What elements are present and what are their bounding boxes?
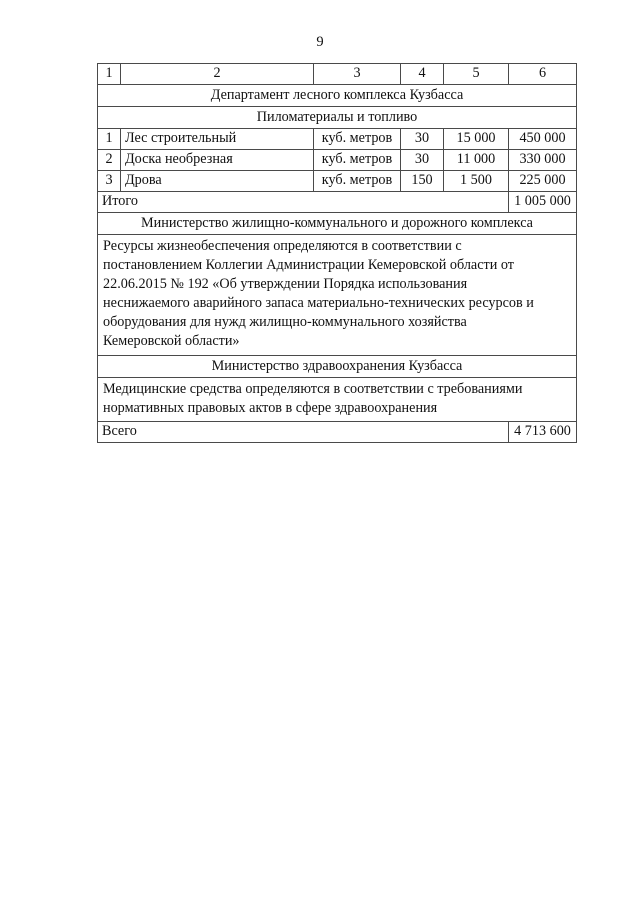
paragraph-line: нормативных правовых актов в сфере здравоохранения bbox=[103, 399, 438, 416]
paragraph-health bbox=[98, 378, 576, 421]
table-row-grand-total bbox=[98, 421, 577, 442]
grand-total-value-cell bbox=[509, 421, 577, 442]
paragraph-cell-housing bbox=[98, 235, 577, 356]
subtotal-value: 1 005 000 bbox=[514, 193, 571, 209]
paragraph-line: постановлением Коллегии Администрации Кемеровской области от bbox=[103, 257, 514, 274]
column-header-1: 1 bbox=[105, 65, 113, 81]
table-row-section-heading bbox=[98, 85, 577, 107]
cell-unit bbox=[314, 129, 401, 150]
cell-total-cost bbox=[509, 150, 577, 171]
item-unit-price: 15 000 bbox=[456, 130, 496, 146]
column-header-5: 5 bbox=[472, 65, 480, 81]
cell-row-number bbox=[98, 129, 121, 150]
item-total-cost: 330 000 bbox=[519, 151, 566, 167]
column-header-cell-5 bbox=[444, 64, 509, 85]
table-row-subtotal bbox=[98, 192, 577, 213]
table-row-section-heading bbox=[98, 355, 577, 377]
cell-unit-price bbox=[444, 129, 509, 150]
table-row-column-numbers bbox=[98, 64, 577, 85]
item-unit-price: 1 500 bbox=[460, 172, 492, 188]
section-heading-cell-health bbox=[98, 355, 577, 377]
grand-total-label: Всего bbox=[102, 422, 137, 439]
column-header-6: 6 bbox=[538, 65, 547, 81]
cell-item-name bbox=[121, 129, 314, 150]
column-header-cell-4 bbox=[401, 64, 444, 85]
column-header-cell-6 bbox=[509, 64, 577, 85]
resources-table-container bbox=[97, 63, 576, 443]
paragraph-line: Медицинские средства определяются в соответствии с требованиями bbox=[103, 380, 523, 397]
paragraph-line: оборудования для нужд жилищно-коммунального хозяйства bbox=[103, 314, 467, 331]
cell-quantity bbox=[401, 150, 444, 171]
subsection-heading-cell-lumber bbox=[98, 107, 577, 129]
paragraph-cell-health bbox=[98, 377, 577, 421]
section-heading-cell-forestry bbox=[98, 85, 577, 107]
item-unit: куб. метров bbox=[321, 151, 393, 167]
item-name: Доска необрезная bbox=[125, 151, 233, 167]
section-heading-forestry: Департамент лесного комплекса Кузбасса bbox=[210, 87, 464, 103]
item-name: Дрова bbox=[125, 172, 162, 188]
column-header-2: 2 bbox=[213, 65, 221, 81]
cell-unit-price bbox=[444, 150, 509, 171]
column-header-cell-3 bbox=[314, 64, 401, 85]
cell-total-cost bbox=[509, 129, 577, 150]
paragraph-line: Ресурсы жизнеобеспечения определяются в соответствии с bbox=[103, 238, 462, 254]
item-unit: куб. метров bbox=[321, 172, 393, 188]
column-header-cell-2 bbox=[121, 64, 314, 85]
cell-item-name bbox=[121, 150, 314, 171]
grand-total-label-cell bbox=[98, 421, 509, 442]
item-quantity: 30 bbox=[414, 130, 430, 146]
table-row-paragraph bbox=[98, 235, 577, 356]
section-heading-health: Министерство здравоохранения Кузбасса bbox=[211, 357, 463, 374]
table-row-section-heading bbox=[98, 213, 577, 235]
section-heading-housing: Министерство жилищно-коммунального и дорожного комплекса bbox=[141, 215, 533, 231]
item-name: Лес строительный bbox=[125, 130, 237, 146]
cell-total-cost bbox=[509, 171, 577, 192]
subtotal-value-cell bbox=[509, 192, 577, 213]
item-unit: куб. метров bbox=[321, 130, 393, 146]
column-header-3: 3 bbox=[353, 65, 361, 81]
page-number: 9 bbox=[316, 34, 324, 50]
cell-unit-price bbox=[444, 171, 509, 192]
subsection-heading-lumber: Пиломатериалы и топливо bbox=[256, 109, 418, 125]
cell-quantity bbox=[401, 129, 444, 150]
column-header-4: 4 bbox=[418, 65, 426, 81]
paragraph-housing bbox=[98, 235, 576, 355]
resources-table bbox=[97, 63, 577, 443]
table-row-subsection-heading bbox=[98, 107, 577, 129]
item-total-cost: 225 000 bbox=[519, 172, 566, 188]
subtotal-label-cell bbox=[98, 192, 509, 213]
section-heading-cell-housing bbox=[98, 213, 577, 235]
paragraph-line: 22.06.2015 № 192 «Об утверждении Порядка использования bbox=[103, 276, 468, 293]
item-quantity: 150 bbox=[411, 172, 433, 188]
subtotal-label: Итого bbox=[102, 193, 138, 209]
item-total-cost: 450 000 bbox=[519, 130, 566, 146]
cell-item-name bbox=[121, 171, 314, 192]
table-row bbox=[98, 129, 577, 150]
cell-quantity bbox=[401, 171, 444, 192]
paragraph-line: неснижаемого аварийного запаса материально-технических ресурсов и bbox=[103, 295, 534, 312]
row-number: 2 bbox=[105, 151, 113, 167]
table-body bbox=[98, 64, 577, 443]
grand-total-value: 4 713 600 bbox=[514, 422, 571, 439]
table-row bbox=[98, 150, 577, 171]
column-header-cell-1 bbox=[98, 64, 121, 85]
item-quantity: 30 bbox=[414, 151, 430, 167]
cell-row-number bbox=[98, 171, 121, 192]
table-row-paragraph bbox=[98, 377, 577, 421]
cell-row-number bbox=[98, 150, 121, 171]
row-number: 1 bbox=[105, 130, 113, 146]
table-row bbox=[98, 171, 577, 192]
cell-unit bbox=[314, 150, 401, 171]
row-number: 3 bbox=[105, 172, 113, 188]
item-unit-price: 11 000 bbox=[456, 151, 496, 167]
cell-unit bbox=[314, 171, 401, 192]
paragraph-line: Кемеровской области» bbox=[103, 333, 240, 350]
